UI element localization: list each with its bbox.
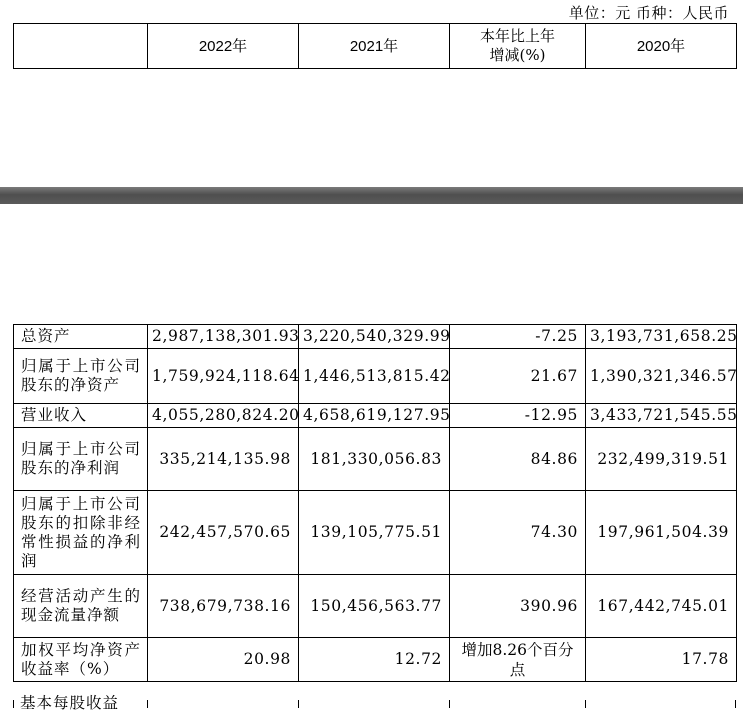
header-cell-label — [14, 24, 148, 69]
value-change: 84.86 — [450, 428, 586, 491]
value-2022: 1,759,924,118.64 — [148, 349, 299, 404]
row-label: 归属于上市公司股东的净资产 — [14, 349, 148, 404]
value-change: -12.95 — [450, 404, 586, 428]
value-change: 21.67 — [450, 349, 586, 404]
value-2020: 3,193,731,658.25 — [586, 325, 737, 349]
value-2020: 197,961,504.39 — [586, 491, 737, 575]
header-row — [14, 24, 737, 69]
table-row — [14, 428, 737, 491]
value-2022: 4,055,280,824.20 — [148, 404, 299, 428]
unit-currency-note: 单位：元 币种：人民币 — [568, 4, 729, 22]
table-row — [14, 491, 737, 575]
row-label: 经营活动产生的现金流量净额 — [14, 575, 148, 638]
value-2020: 1,390,321,346.57 — [586, 349, 737, 404]
header-cell-2022: 2022年 — [148, 24, 299, 69]
table-row — [14, 404, 737, 428]
row-label: 总资产 — [14, 325, 148, 349]
row-label: 归属于上市公司股东的扣除非经常性损益的净利润 — [14, 491, 148, 575]
table-row — [14, 349, 737, 404]
table-row — [14, 575, 737, 638]
financial-data-table — [13, 324, 737, 682]
value-change: 390.96 — [450, 575, 586, 638]
value-2022: 2,987,138,301.93 — [148, 325, 299, 349]
value-2020: 167,442,745.01 — [586, 575, 737, 638]
section-divider-band — [0, 187, 743, 204]
clipped-next-row — [13, 694, 736, 712]
value-2021: 150,456,563.77 — [299, 575, 450, 638]
row-label: 归属于上市公司股东的净利润 — [14, 428, 148, 491]
value-2021: 3,220,540,329.99 — [299, 325, 450, 349]
value-2021: 12.72 — [299, 638, 450, 682]
value-2022: 242,457,570.65 — [148, 491, 299, 575]
value-2021: 139,105,775.51 — [299, 491, 450, 575]
row-label: 加权平均净资产收益率（%） — [14, 638, 148, 682]
value-2021: 1,446,513,815.42 — [299, 349, 450, 404]
value-2022: 738,679,738.16 — [148, 575, 299, 638]
value-2020: 17.78 — [586, 638, 737, 682]
table-row — [14, 325, 737, 349]
row-label: 营业收入 — [14, 404, 148, 428]
value-2021: 4,658,619,127.95 — [299, 404, 450, 428]
value-change: -7.25 — [450, 325, 586, 349]
value-2020: 232,499,319.51 — [586, 428, 737, 491]
value-change: 增加8.26个百分点 — [450, 638, 586, 682]
header-cell-2020: 2020年 — [586, 24, 737, 69]
value-2022: 20.98 — [148, 638, 299, 682]
table-row — [14, 638, 737, 682]
value-2021: 181,330,056.83 — [299, 428, 450, 491]
value-2020: 3,433,721,545.55 — [586, 404, 737, 428]
header-table — [13, 23, 737, 69]
value-2022: 335,214,135.98 — [148, 428, 299, 491]
value-change: 74.30 — [450, 491, 586, 575]
clipped-row-label: 基本每股收益 — [20, 694, 120, 712]
header-cell-change: 本年比上年 增减(%) — [450, 24, 586, 69]
header-cell-2021: 2021年 — [299, 24, 450, 69]
